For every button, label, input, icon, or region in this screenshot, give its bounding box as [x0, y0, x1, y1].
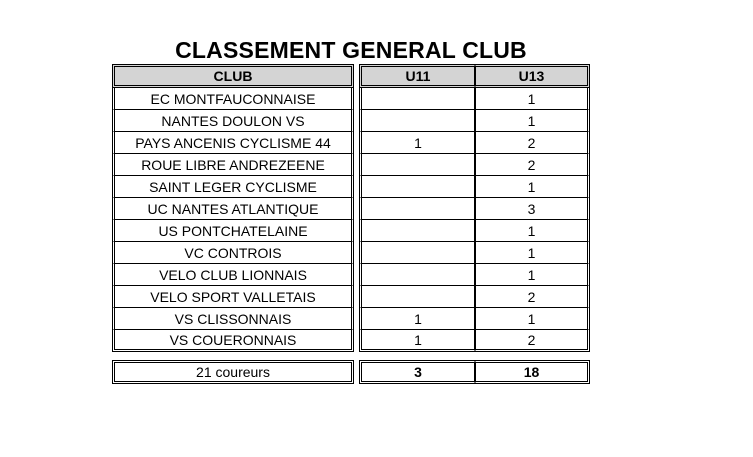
cell-club: PAYS ANCENIS CYCLISME 44: [112, 132, 354, 154]
header-u11: U11: [359, 64, 475, 88]
cell-club: VELO CLUB LIONNAIS: [112, 264, 354, 286]
cell-u11: 1: [359, 132, 475, 154]
cell-u13: 1: [475, 308, 590, 330]
table-header-row: [112, 64, 590, 88]
cell-u11: [359, 110, 475, 132]
table-row: [112, 264, 590, 286]
table-row: [112, 176, 590, 198]
cell-club: NANTES DOULON VS: [112, 110, 354, 132]
classement-table: [112, 64, 590, 384]
table-row: [112, 308, 590, 330]
table-row: [112, 220, 590, 242]
header-club: CLUB: [112, 64, 354, 88]
total-label: 21 coureurs: [112, 360, 354, 384]
cell-club: EC MONTFAUCONNAISE: [112, 88, 354, 110]
table-row: [112, 154, 590, 176]
table-row: [112, 242, 590, 264]
cell-u11: [359, 286, 475, 308]
table-body: [112, 88, 590, 352]
cell-u13: 2: [475, 330, 590, 352]
cell-u13: 1: [475, 264, 590, 286]
table-row: [112, 330, 590, 352]
cell-u13: 1: [475, 242, 590, 264]
cell-club: ROUE LIBRE ANDREZEENE: [112, 154, 354, 176]
cell-club: VS COUERONNAIS: [112, 330, 354, 352]
page-title: CLASSEMENT GENERAL CLUB: [175, 37, 527, 63]
table-row: [112, 132, 590, 154]
cell-u13: 2: [475, 154, 590, 176]
table-row: [112, 198, 590, 220]
cell-u11: 1: [359, 308, 475, 330]
total-u13: 18: [475, 360, 590, 384]
cell-club: SAINT LEGER CYCLISME: [112, 176, 354, 198]
cell-u11: 1: [359, 330, 475, 352]
cell-u13: 3: [475, 198, 590, 220]
cell-u13: 2: [475, 286, 590, 308]
cell-u11: [359, 264, 475, 286]
cell-u11: [359, 176, 475, 198]
table-row: [112, 88, 590, 110]
cell-u13: 1: [475, 88, 590, 110]
cell-u11: [359, 220, 475, 242]
cell-u13: 1: [475, 110, 590, 132]
cell-club: VC CONTROIS: [112, 242, 354, 264]
cell-u11: [359, 88, 475, 110]
table-total-row: [112, 360, 590, 384]
cell-club: UC NANTES ATLANTIQUE: [112, 198, 354, 220]
total-u11: 3: [359, 360, 475, 384]
table-row: [112, 286, 590, 308]
table-spacer: [112, 352, 590, 360]
cell-u13: 1: [475, 176, 590, 198]
table-row: [112, 110, 590, 132]
cell-u13: 2: [475, 132, 590, 154]
cell-u11: [359, 198, 475, 220]
header-u13: U13: [475, 64, 590, 88]
cell-u11: [359, 242, 475, 264]
cell-club: VS CLISSONNAIS: [112, 308, 354, 330]
cell-club: VELO SPORT VALLETAIS: [112, 286, 354, 308]
cell-club: US PONTCHATELAINE: [112, 220, 354, 242]
cell-u11: [359, 154, 475, 176]
cell-u13: 1: [475, 220, 590, 242]
